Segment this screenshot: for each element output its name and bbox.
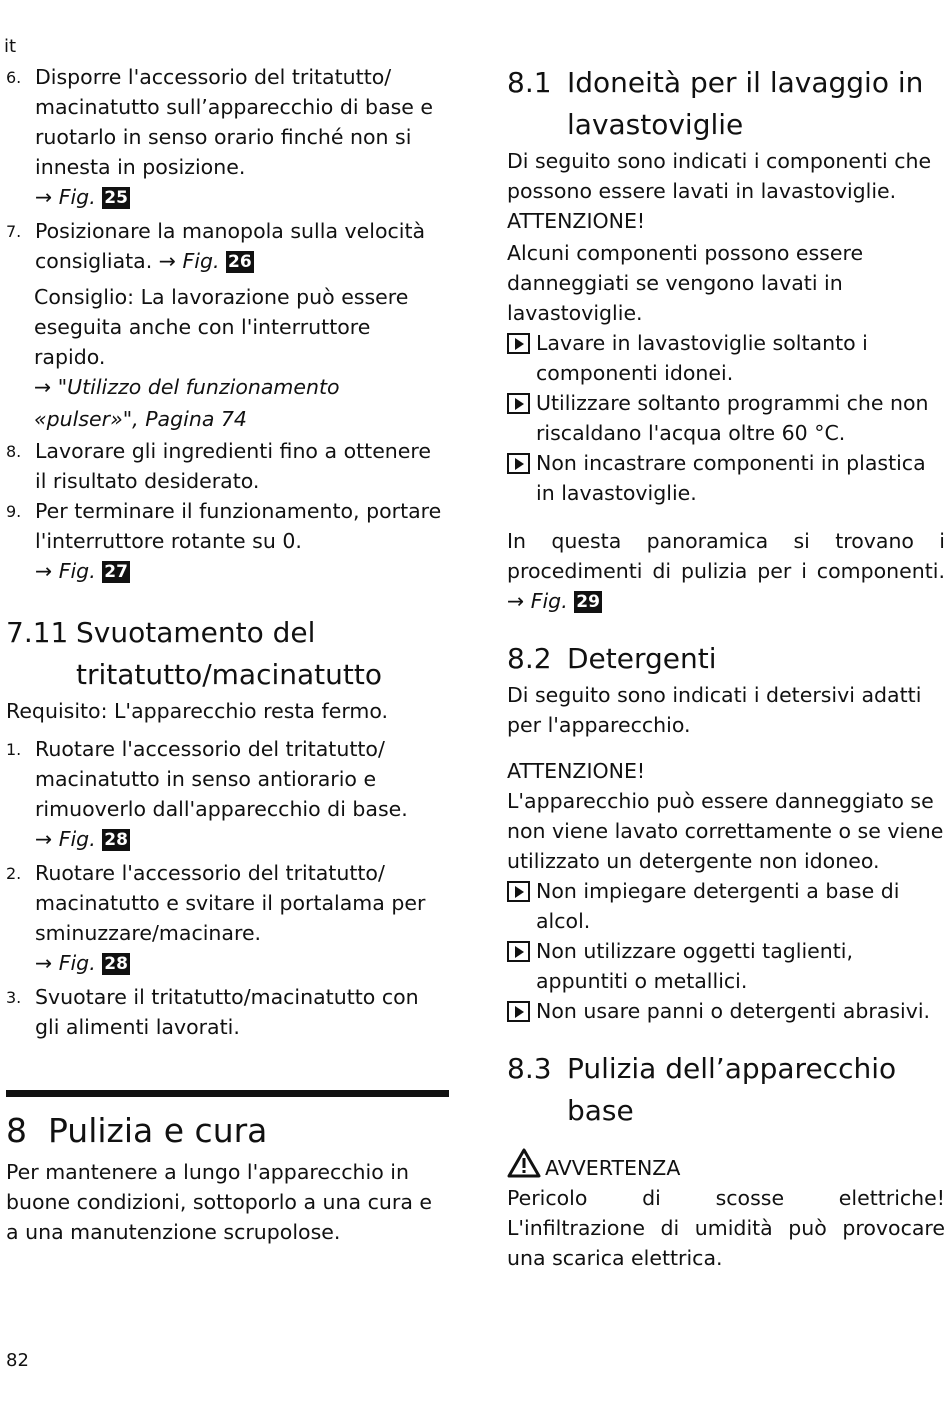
warning-text: L'infiltrazione di umidità può provocare una scarica elettrica. xyxy=(507,1216,945,1270)
warning-label: AVVERTENZA xyxy=(545,1156,681,1180)
chapter-heading-8 xyxy=(6,1109,446,1153)
attention-text: Alcuni componenti possono essere danneggiati se vengono lavati in lavastoviglie. xyxy=(507,241,864,325)
figure-number-badge: 25 xyxy=(104,188,128,208)
section-heading-8-3 xyxy=(507,1048,945,1132)
instruction-item xyxy=(507,448,945,508)
tip-text: Consiglio: La lavorazione può essere eseguita anche con l'interruttore rapido. xyxy=(34,285,409,369)
list-item xyxy=(6,858,446,978)
list-item xyxy=(6,982,446,1042)
section-heading-8-2 xyxy=(507,638,945,680)
figure-number-badge: 29 xyxy=(576,592,600,612)
play-arrow-icon xyxy=(507,393,530,414)
section-number: 8.3 xyxy=(507,1052,552,1085)
instruction-text: Non utilizzare oggetti taglienti, appuntiti o metallici. xyxy=(536,939,854,993)
step-number: 2. xyxy=(6,864,22,883)
section-number: 8.2 xyxy=(507,642,552,675)
warning-label-row xyxy=(507,1148,945,1183)
figure-number-badge: 28 xyxy=(104,954,128,974)
step-text: Ruotare l'accessorio del tritatutto/ macinatutto e svitare il portalama per sminuzzare/macinare. xyxy=(35,861,426,945)
section-title: Pulizia dell’apparecchio base xyxy=(567,1052,897,1127)
instruction-text: Lavare in lavastoviglie soltanto i componenti idonei. xyxy=(536,331,868,385)
cross-reference: → "Utilizzo del funzionamento xyxy=(34,375,340,399)
instruction-item xyxy=(507,328,945,388)
instruction-text: Non usare panni o detergenti abrasivi. xyxy=(536,999,931,1023)
attention-label: ATTENZIONE! xyxy=(507,209,646,233)
section-heading-7-11 xyxy=(6,612,446,696)
figure-ref: → Fig. xyxy=(35,185,96,209)
overview-text xyxy=(507,526,945,616)
warning-title: Pericolo di scosse elettriche! xyxy=(507,1186,945,1210)
cross-reference-page: «pulser»", Pagina 74 xyxy=(34,407,247,431)
page-number: 82 xyxy=(6,1350,29,1371)
step-text: Per terminare il funzionamento, portare l'interruttore rotante su 0. xyxy=(35,499,442,553)
language-code: it xyxy=(4,36,17,57)
instruction-item xyxy=(507,996,945,1026)
figure-number-badge: 27 xyxy=(104,562,128,582)
section-intro: Di seguito sono indicati i detersivi adatti per l'apparecchio. xyxy=(507,683,922,737)
figure-number-badge: 28 xyxy=(104,830,128,850)
list-item xyxy=(6,496,446,586)
warning-triangle-icon xyxy=(507,1148,541,1178)
section-number: 8.1 xyxy=(507,66,552,99)
play-arrow-icon xyxy=(507,1001,530,1022)
list-item xyxy=(6,734,446,854)
instruction-item xyxy=(507,876,945,936)
list-item xyxy=(6,436,446,496)
step-number: 7. xyxy=(6,222,22,241)
attention-label: ATTENZIONE! xyxy=(507,759,646,783)
chapter-number: 8 xyxy=(6,1111,27,1150)
list-item xyxy=(6,216,446,276)
section-heading-8-1 xyxy=(507,62,945,146)
step-text: Ruotare l'accessorio del tritatutto/ macinatutto in senso antiorario e rimuoverlo dall'apparecchio di base. xyxy=(35,737,408,821)
play-arrow-icon xyxy=(507,881,530,902)
chapter-divider xyxy=(6,1090,449,1097)
figure-ref: → Fig. xyxy=(507,589,568,613)
instruction-text: Utilizzare soltanto programmi che non riscaldano l'acqua oltre 60 °C. xyxy=(536,391,929,445)
section-title: Detergenti xyxy=(567,642,717,675)
step-text: Disporre l'accessorio del tritatutto/ macinatutto sull’apparecchio di base e ruotarlo in senso orario finché non si innesta in posizione. xyxy=(35,65,434,179)
instruction-text: Non incastrare componenti in plastica in lavastoviglie. xyxy=(536,451,926,505)
step-number: 8. xyxy=(6,442,22,461)
right-column xyxy=(507,62,945,1273)
attention-text: L'apparecchio può essere danneggiato se non viene lavato correttamente o se viene utilizzato un detergente non idoneo. xyxy=(507,789,944,873)
play-arrow-icon xyxy=(507,333,530,354)
play-arrow-icon xyxy=(507,941,530,962)
section-title: Svuotamento del tritatutto/macinatutto xyxy=(76,616,382,691)
step-text: Lavorare gli ingredienti fino a ottenere il risultato desiderato. xyxy=(35,439,431,493)
instruction-item xyxy=(507,388,945,448)
step-text: Posizionare la manopola sulla velocità consigliata. xyxy=(35,219,426,273)
chapter-intro: Per mantenere a lungo l'apparecchio in buone condizioni, sottoporlo a una cura e a una manutenzione scrupolose. xyxy=(6,1160,433,1244)
list-item xyxy=(6,62,446,212)
figure-ref: → Fig. xyxy=(35,559,96,583)
section-title: Idoneità per il lavaggio in lavastoviglie xyxy=(567,66,924,141)
figure-ref: → Fig. xyxy=(158,249,220,273)
left-column xyxy=(6,62,446,1247)
section-intro: Di seguito sono indicati i componenti che possono essere lavati in lavastoviglie. xyxy=(507,149,932,203)
chapter-title: Pulizia e cura xyxy=(47,1111,268,1150)
section-number: 7.11 xyxy=(6,616,69,649)
figure-number-badge: 26 xyxy=(228,252,252,272)
step-number: 1. xyxy=(6,740,22,759)
step-number: 9. xyxy=(6,502,22,521)
figure-ref: → Fig. xyxy=(35,951,96,975)
play-arrow-icon xyxy=(507,453,530,474)
overview-sentence: In questa panoramica si trovano i procedimenti di pulizia per i componenti. xyxy=(507,529,945,583)
instruction-item xyxy=(507,936,945,996)
instruction-text: Non impiegare detergenti a base di alcol. xyxy=(536,879,900,933)
figure-ref: → Fig. xyxy=(35,827,96,851)
step-text: Svuotare il tritatutto/macinatutto con gli alimenti lavorati. xyxy=(35,985,419,1039)
step-number: 6. xyxy=(6,68,22,87)
requirement-text: Requisito: L'apparecchio resta fermo. xyxy=(6,699,389,723)
tip-block xyxy=(6,282,446,436)
step-number: 3. xyxy=(6,988,22,1007)
